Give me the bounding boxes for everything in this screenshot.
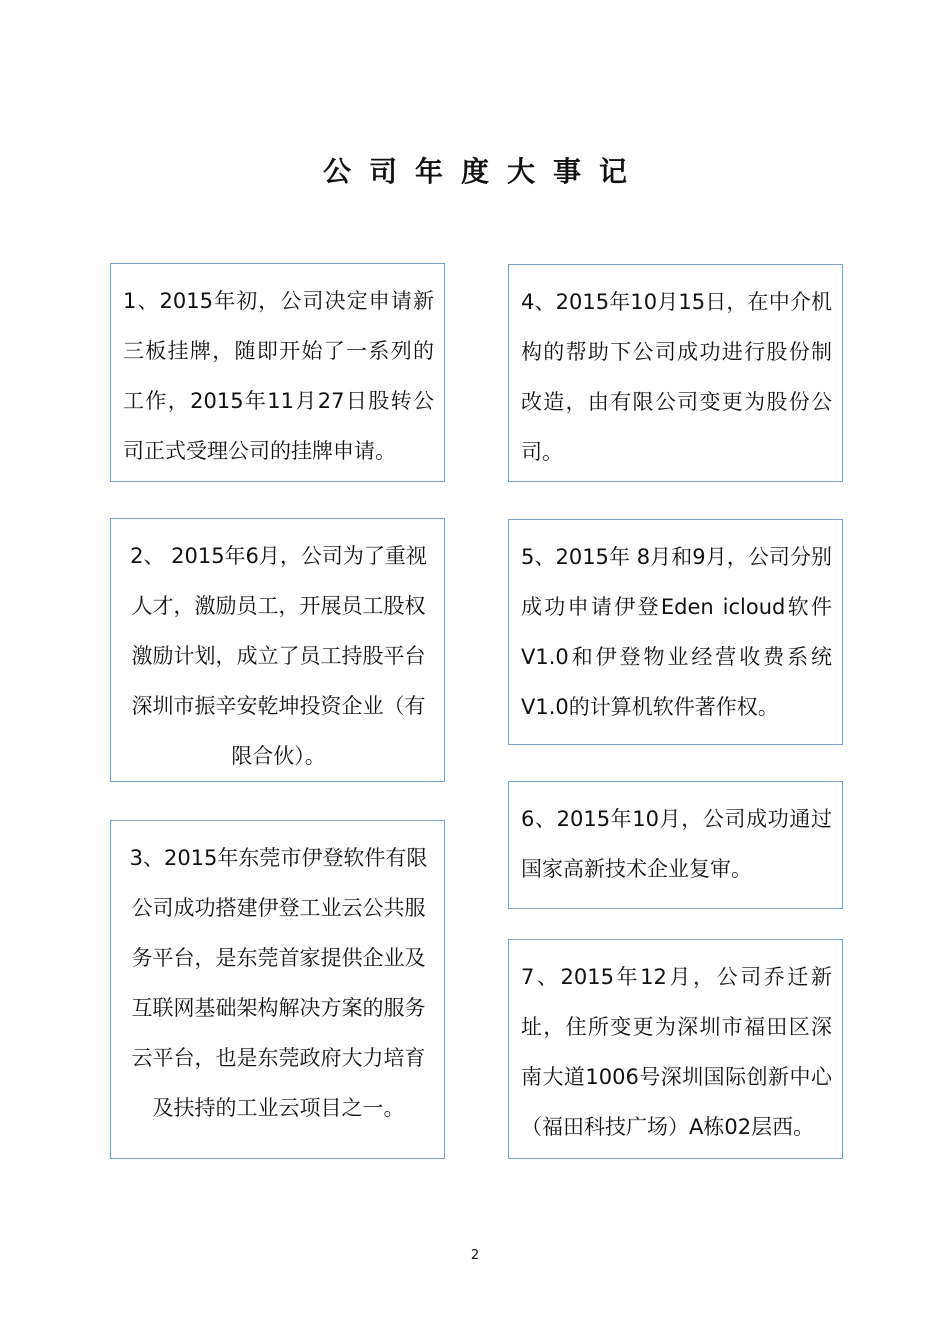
page-title: 公司年度大事记: [322, 155, 645, 188]
event-box-7: [508, 939, 843, 1159]
event-box-2: [110, 518, 445, 782]
event-text-6: 6、2015年10月，公司成功通过国家高新技术企业复审。: [521, 807, 832, 881]
event-box-4: [508, 264, 843, 482]
event-box-5: [508, 519, 843, 745]
event-text-4: 4、2015年10月15日，在中介机构的帮助下公司成功进行股份制改造，由有限公司变更为股份公司。: [521, 290, 832, 464]
event-box-3: [110, 820, 445, 1159]
event-box-6: [508, 781, 843, 909]
event-box-1: [110, 263, 445, 482]
event-text-1: 1、2015年初，公司决定申请新三板挂牌，随即开始了一系列的工作，2015年11月27日股转公司正式受理公司的挂牌申请。: [123, 289, 434, 463]
event-text-7: 7、2015年12月，公司乔迁新址，住所变更为深圳市福田区深南大道1006号深圳国际创新中心（福田科技广场）A栋02层西。: [521, 965, 832, 1139]
event-text-5: 5、2015年 8月和9月，公司分别成功申请伊登Eden icloud软件V1.0和伊登物业经营收费系统V1.0的计算机软件著作权。: [521, 545, 832, 719]
event-text-3: 3、2015年东莞市伊登软件有限公司成功搭建伊登工业云公共服务平台，是东莞首家提供企业及互联网基础架构解决方案的服务云平台，也是东莞政府大力培育及扶持的工业云项目之一。: [129, 846, 428, 1120]
event-text-2: 2、 2015年6月，公司为了重视人才，激励员工，开展员工股权激励计划，成立了员工持股平台深圳市振辛安乾坤投资企业（有限合伙）。: [130, 544, 427, 768]
page-number: 2: [470, 1248, 480, 1263]
